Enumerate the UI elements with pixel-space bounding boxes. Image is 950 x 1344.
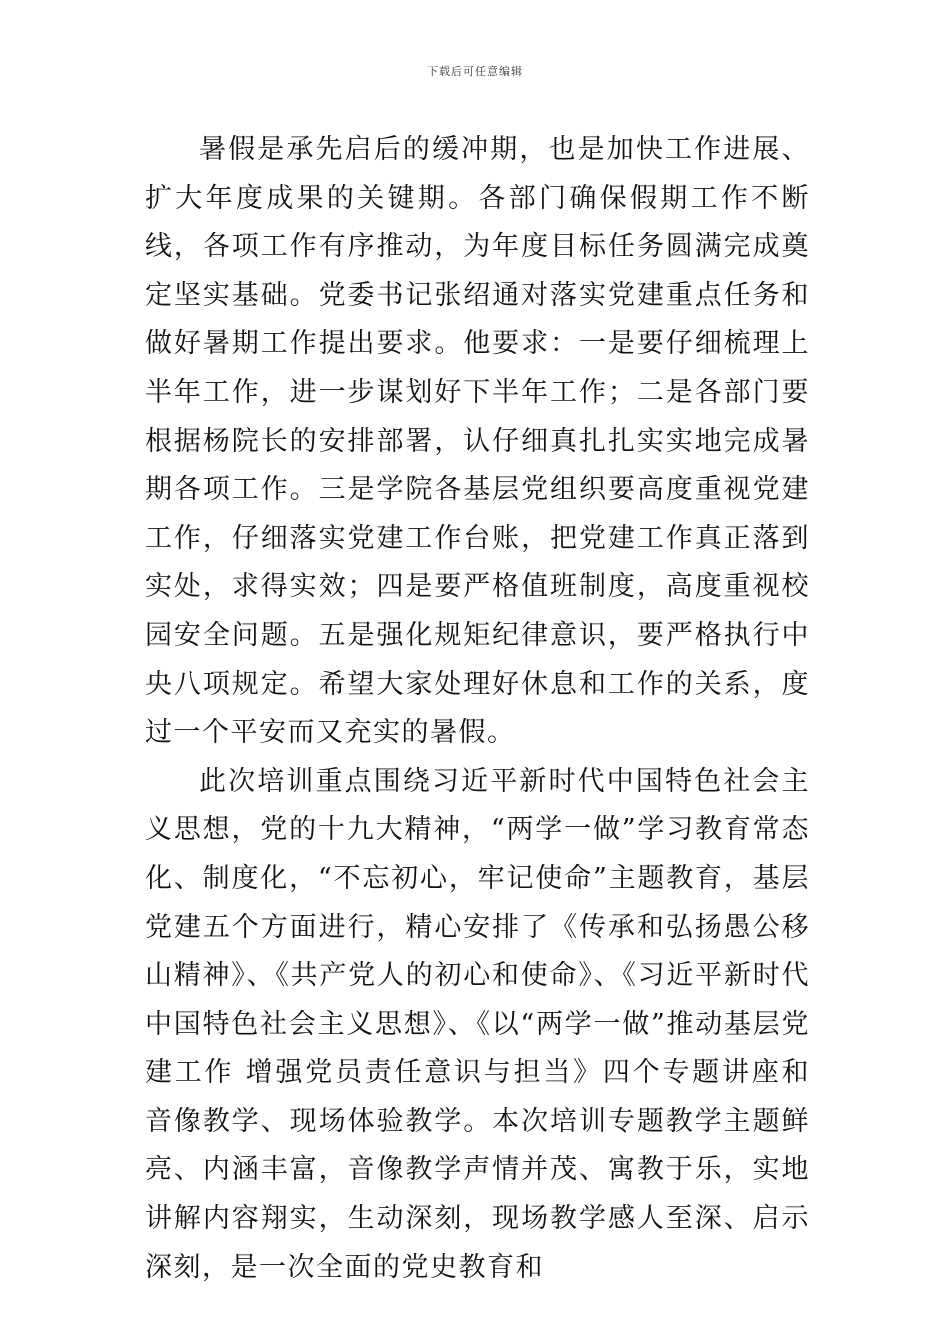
document-body (145, 126, 810, 1292)
paragraph-summer-work: 暑假是承先启后的缓冲期，也是加快工作进展、扩大年度成果的关键期。各部门确保假期工作不断线，各项工作有序推动，为年度目标任务圆满完成奠定坚实基础。党委书记张绍通对落实党建重点任务和做好暑期工作提出要求。他要求：一是要仔细梳理上半年工作，进一步谋划好下半年工作；二是各部门要根据杨院长的安排部署，认仔细真扎扎实实地完成暑期各项工作。三是学院各基层党组织要高度重视党建工作，仔细落实党建工作台账，把党建工作真正落到实处，求得实效；四是要严格值班制度，高度重视校园安全问题。五是强化规矩纪律意识，要严格执行中央八项规定。希望大家处理好休息和工作的关系，度过一个平安而又充实的暑假。 (145, 134, 810, 749)
paragraph-training: 此次培训重点围绕习近平新时代中国特色社会主义思想，党的十九大精神，“两学一做”学习教育常态化、制度化，“不忘初心，牢记使命”主题教育，基层党建五个方面进行，精心安排了《传承和弘扬愚公移山精神》、《共产党人的初心和使命》、《习近平新时代中国特色社会主义思想》、《以“两学一做”推动基层党建工作 增强党员责任意识与担当》四个专题讲座和音像教学、现场体验教学。本次培训专题教学主题鲜亮、内涵丰富，音像教学声情并茂、寓教于乐，实地讲解内容翔实，生动深刻，现场教学感人至深、启示深刻，是一次全面的党史教育和 (145, 765, 810, 1283)
page-header-note: 下载后可任意编辑 (427, 65, 523, 78)
